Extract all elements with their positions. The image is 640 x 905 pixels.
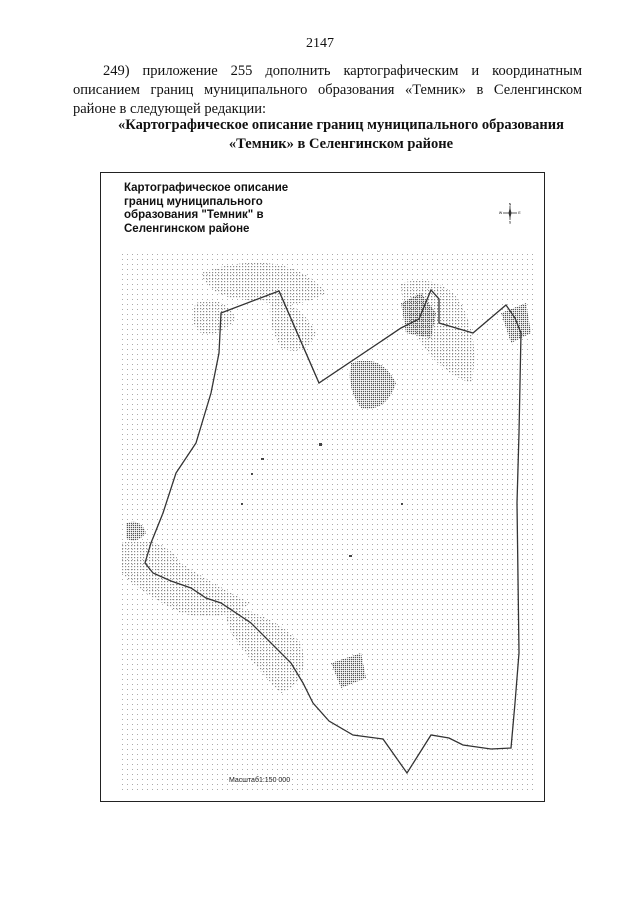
map-mark bbox=[349, 555, 352, 557]
map-mark bbox=[319, 443, 322, 446]
heading-line-2: «Темник» в Селенгинском районе bbox=[228, 136, 454, 152]
map-mark bbox=[401, 503, 403, 505]
terrain-background bbox=[121, 253, 536, 793]
paragraph-line-2: описанием границ муниципального образования «Темник» в Селенгинском bbox=[73, 82, 582, 98]
map-title-line-2: границ муниципального bbox=[124, 195, 263, 208]
compass-south-label: S bbox=[508, 220, 512, 224]
compass-north-label: N bbox=[508, 202, 512, 207]
compass-rose-icon bbox=[499, 202, 521, 224]
map-title-line-4: Селенгинском районе bbox=[124, 222, 250, 235]
body-paragraph bbox=[73, 62, 582, 119]
paragraph-line-3: районе в следующей редакции: bbox=[73, 101, 267, 117]
map-title-line-3: образования "Темник" в bbox=[124, 209, 264, 221]
map-image bbox=[101, 173, 544, 801]
map-figure bbox=[100, 172, 545, 802]
map-scale: Масштаб1:150 000 bbox=[229, 777, 291, 784]
compass-west-label: W bbox=[499, 211, 503, 216]
map-title-line-1: Картографическое описание bbox=[124, 182, 289, 194]
page-number: 2147 bbox=[306, 36, 334, 51]
map-mark bbox=[251, 473, 253, 475]
map-title bbox=[124, 182, 334, 236]
compass-east-label: E bbox=[518, 211, 521, 216]
map-mark bbox=[261, 458, 264, 460]
paragraph-line-1: 249) приложение 255 дополнить картографическим и координатным bbox=[103, 63, 582, 79]
map-mark bbox=[241, 503, 243, 505]
heading-line-1: «Картографическое описание границ муниципального образования bbox=[118, 117, 564, 133]
section-heading bbox=[100, 116, 582, 154]
